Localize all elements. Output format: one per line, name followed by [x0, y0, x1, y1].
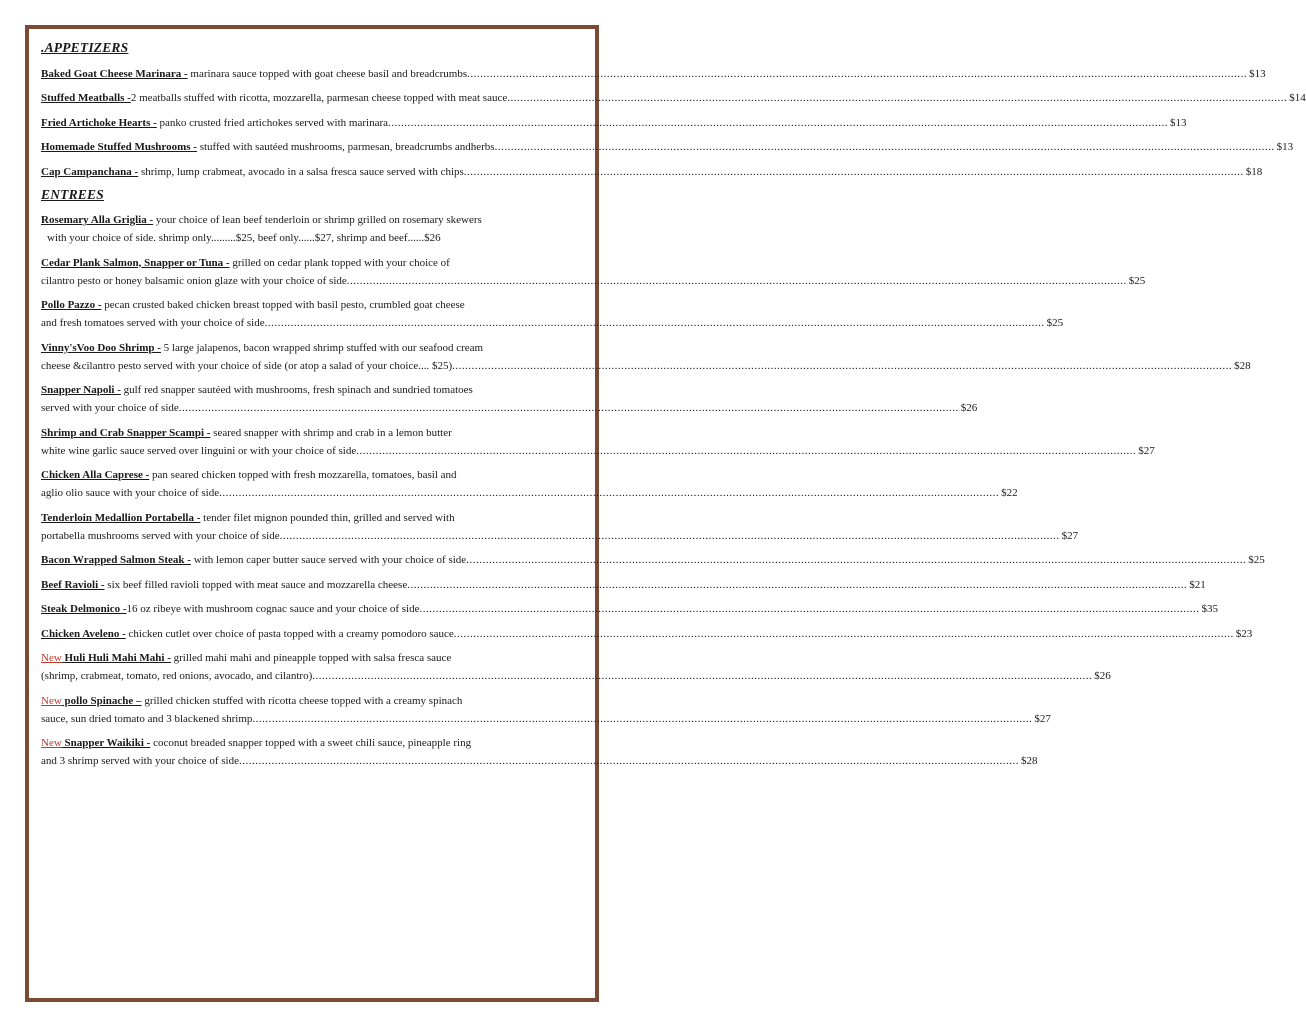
- item-price: $26: [1094, 670, 1111, 682]
- menu-item: [41, 254, 1146, 290]
- item-text: [41, 399, 179, 417]
- menu-item: [41, 89, 1306, 107]
- item-text: [41, 466, 457, 484]
- dot-leader: [507, 89, 1287, 107]
- item-description: cilantro pesto or honey balsamic onion glaze with your choice of side: [41, 274, 347, 287]
- item-description: 16 oz ribeye with mushroom cognac sauce and your choice of side: [126, 603, 420, 615]
- item-price: $23: [1235, 627, 1253, 640]
- item-description: shrimp, lump crabmeat, avocado in a salsa fresca sauce served with chips: [138, 165, 464, 178]
- item-description: grilled chicken stuffed with ricotta cheese topped with a creamy spinach: [141, 694, 463, 707]
- menu-item-line: [41, 551, 1265, 569]
- item-text: [41, 667, 312, 685]
- dot-leader: [280, 527, 1060, 545]
- menu-item: [41, 339, 1251, 375]
- item-text: [41, 163, 464, 181]
- item-text: [41, 484, 219, 502]
- menu-item-line: [41, 254, 591, 272]
- item-price: $21: [1189, 578, 1206, 591]
- item-price: $13: [1276, 141, 1294, 153]
- item-name: Chicken Alla Caprese -: [41, 469, 150, 481]
- dot-leader: [454, 625, 1234, 643]
- menu-item-line: [41, 667, 1111, 685]
- item-description: grilled mahi mahi and pineapple topped with salsa fresca sauce: [170, 652, 452, 664]
- menu-item: [41, 692, 1051, 728]
- item-description: seared snapper with shrimp and crab in a lemon butter: [210, 426, 452, 439]
- dot-leader: [347, 272, 1127, 290]
- item-text: [41, 314, 265, 332]
- item-price: $25: [1046, 317, 1064, 329]
- item-description: coconut breaded snapper topped with a sweet chili sauce, pineapple ring: [150, 737, 472, 749]
- item-description: with your choice of side. shrimp only.........$25, beef only......$27, shrimp and beef......$26: [47, 232, 441, 244]
- item-name: Bacon Wrapped Salmon Steak -: [41, 554, 191, 566]
- menu-item-line: [41, 163, 1263, 181]
- item-price: $13: [1249, 67, 1266, 80]
- menu-item: [41, 466, 1018, 502]
- item-text: [41, 752, 239, 770]
- dot-leader: [219, 484, 999, 502]
- menu-item-line: [41, 339, 591, 357]
- item-description: and fresh tomatoes served with your choice of side: [41, 317, 265, 329]
- item-description: 2 meatballs stuffed with ricotta, mozzarella, parmesan cheese topped with meat sauce: [130, 92, 508, 104]
- dot-leader: [356, 442, 1136, 460]
- item-name: Homemade Stuffed Mushrooms -: [41, 141, 197, 153]
- menu-content: [41, 38, 1306, 770]
- menu-item: [41, 576, 1206, 594]
- item-description: pan seared chicken topped with fresh mozzarella, tomatoes, basil and: [149, 469, 457, 481]
- item-text: [41, 551, 466, 569]
- item-price: $22: [1001, 487, 1018, 499]
- menu-item: [41, 424, 1155, 460]
- menu-item: [41, 163, 1263, 181]
- menu-item-line: [41, 600, 1218, 618]
- item-text: [41, 442, 356, 460]
- item-description: portabella mushrooms served with your choice of side: [41, 529, 280, 542]
- section-title: .APPETIZERS: [41, 40, 129, 55]
- menu-item-line: [41, 752, 1038, 770]
- item-text: [41, 89, 507, 107]
- dot-leader: [467, 65, 1247, 83]
- dot-leader: [179, 399, 959, 417]
- item-text: [41, 211, 482, 229]
- dot-leader: [388, 114, 1168, 132]
- item-text: [41, 576, 407, 594]
- item-text: [41, 424, 452, 442]
- menu-item-line: [41, 692, 591, 710]
- item-price: $28: [1234, 359, 1251, 372]
- item-description: served with your choice of side: [41, 402, 179, 414]
- item-text: [41, 114, 388, 132]
- item-name: Cap Campanchana -: [41, 165, 139, 178]
- item-price: $28: [1020, 755, 1038, 767]
- menu-item: [41, 381, 978, 417]
- item-name: Snapper Waikiki -: [61, 737, 151, 749]
- dot-leader: [252, 710, 1032, 728]
- new-badge: New: [41, 694, 62, 707]
- menu-item-line: [41, 381, 591, 399]
- item-text: [41, 600, 419, 618]
- item-description: your choice of lean beef tenderloin or shrimp grilled on rosemary skewers: [153, 214, 482, 226]
- item-price: $26: [960, 402, 978, 414]
- dot-leader: [239, 752, 1019, 770]
- item-text: [41, 381, 473, 399]
- item-description: and 3 shrimp served with your choice of side: [41, 755, 239, 767]
- menu-item-line: [41, 527, 1079, 545]
- menu-item: [41, 509, 1079, 545]
- menu-item-line: [41, 509, 591, 527]
- menu-item-line: [41, 442, 1155, 460]
- item-text: [41, 710, 252, 728]
- item-description: stuffed with sautéed mushrooms, parmesan, breadcrumbs andherbs: [196, 141, 495, 153]
- item-name: Steak Delmonico -: [41, 603, 127, 615]
- item-name: Fried Artichoke Hearts -: [41, 116, 157, 129]
- menu-item: [41, 734, 1038, 770]
- menu-item: [41, 625, 1253, 643]
- menu-item: [41, 114, 1187, 132]
- menu-item-line: [41, 625, 1253, 643]
- item-name: Snapper Napoli -: [41, 384, 121, 396]
- item-name: Shrimp and Crab Snapper Scampi -: [41, 426, 211, 439]
- dot-leader: [452, 357, 1232, 375]
- menu-frame: [25, 25, 1306, 1002]
- item-description: (shrimp, crabmeat, tomato, red onions, avocado, and cilantro): [41, 670, 313, 682]
- menu-item-line: [41, 484, 1018, 502]
- item-name: Vinny'sVoo Doo Shrimp -: [41, 341, 161, 354]
- item-text: [41, 339, 483, 357]
- item-name: Beef Ravioli -: [41, 578, 105, 591]
- item-description: chicken cutlet over choice of pasta topped with a creamy pomodoro sauce: [125, 627, 454, 640]
- menu-item: [41, 211, 591, 247]
- item-text: [41, 509, 455, 527]
- menu-item-line: [41, 314, 1064, 332]
- item-description: sauce, sun dried tomato and 3 blackened shrimp: [41, 712, 253, 725]
- item-text: [47, 229, 441, 247]
- item-text: [41, 296, 465, 314]
- item-price: $14: [1289, 92, 1306, 104]
- item-price: $27: [1138, 444, 1155, 457]
- menu-item-line: [41, 357, 1251, 375]
- item-price: $27: [1061, 529, 1079, 542]
- item-name: Tenderloin Medallion Portabella -: [41, 511, 201, 524]
- dot-leader: [407, 576, 1187, 594]
- item-description: cheese &cilantro pesto served with your choice of side (or atop a salad of your choice.... $25): [41, 359, 453, 372]
- item-description: grilled on cedar plank topped with your choice of: [229, 256, 450, 269]
- item-description: 5 large jalapenos, bacon wrapped shrimp stuffed with our seafood cream: [160, 341, 484, 354]
- item-name: Baked Goat Cheese Marinara -: [41, 67, 188, 80]
- item-text: [41, 692, 462, 710]
- item-price: $27: [1034, 712, 1051, 725]
- menu-item: [41, 296, 1064, 332]
- menu-item-line: [41, 211, 591, 229]
- item-text: [41, 734, 471, 752]
- item-text: [41, 649, 451, 667]
- item-name: Chicken Aveleno -: [41, 627, 126, 640]
- item-price: $35: [1201, 603, 1218, 615]
- section-title: ENTREES: [41, 186, 104, 202]
- item-text: [41, 357, 452, 375]
- item-text: [41, 254, 450, 272]
- item-name: Huli Huli Mahi Mahi -: [61, 652, 171, 664]
- item-description: panko crusted fried artichokes served with marinara: [156, 116, 388, 129]
- item-text: [41, 625, 454, 643]
- menu-item-line: [41, 424, 591, 442]
- menu-item-line: [41, 649, 591, 667]
- menu-item: [41, 649, 1111, 685]
- dot-leader: [466, 551, 1246, 569]
- dot-leader: [312, 667, 1092, 685]
- item-description: six beef filled ravioli topped with meat sauce and mozzarella cheese: [104, 578, 408, 591]
- menu-item: [41, 551, 1265, 569]
- item-text: [41, 65, 467, 83]
- dot-leader: [464, 163, 1244, 181]
- item-description: marinara sauce topped with goat cheese basil and breadcrumbs: [187, 67, 468, 80]
- item-text: [41, 138, 495, 156]
- menu-item-line: [41, 138, 1294, 156]
- item-name: Rosemary Alla Griglia -: [41, 214, 154, 226]
- new-badge: New: [41, 652, 62, 664]
- menu-item-line: [41, 296, 591, 314]
- new-badge: New: [41, 737, 62, 749]
- item-description: white wine garlic sauce served over linguini or with your choice of side: [41, 444, 357, 457]
- menu-item-line: [41, 399, 978, 417]
- item-name: Stuffed Meatballs -: [41, 92, 131, 104]
- menu-item-line: [41, 114, 1187, 132]
- item-name: Cedar Plank Salmon, Snapper or Tuna -: [41, 256, 230, 269]
- item-price: $25: [1128, 274, 1146, 287]
- menu-item: [41, 600, 1218, 618]
- menu-item-line: [41, 734, 591, 752]
- dot-leader: [495, 138, 1275, 156]
- item-description: pecan crusted baked chicken breast topped with basil pesto, crumbled goat cheese: [101, 299, 465, 311]
- item-description: gulf red snapper sautéed with mushrooms, fresh spinach and sundried tomatoes: [120, 384, 473, 396]
- item-price: $25: [1248, 554, 1265, 566]
- item-text: [41, 272, 347, 290]
- item-price: $13: [1170, 116, 1187, 129]
- item-text: [41, 527, 280, 545]
- menu-item-line: [41, 576, 1206, 594]
- menu-item-line: [41, 710, 1051, 728]
- menu-item: [41, 65, 1266, 83]
- item-description: aglio olio sauce with your choice of side: [41, 487, 220, 499]
- item-name: pollo Spinache –: [61, 694, 142, 707]
- menu-item-line: [41, 272, 1146, 290]
- item-description: tender filet mignon pounded thin, grilled and served with: [200, 511, 455, 524]
- item-name: Pollo Pazzo -: [41, 299, 102, 311]
- menu-item-line: [41, 466, 591, 484]
- dot-leader: [265, 314, 1045, 332]
- menu-item-line: [41, 89, 1306, 107]
- item-description: with lemon caper butter sauce served with your choice of side: [190, 554, 467, 566]
- menu-item-line: [41, 229, 591, 247]
- item-price: $18: [1245, 165, 1263, 178]
- menu-item-line: [41, 65, 1266, 83]
- dot-leader: [419, 600, 1199, 618]
- menu-item: [41, 138, 1294, 156]
